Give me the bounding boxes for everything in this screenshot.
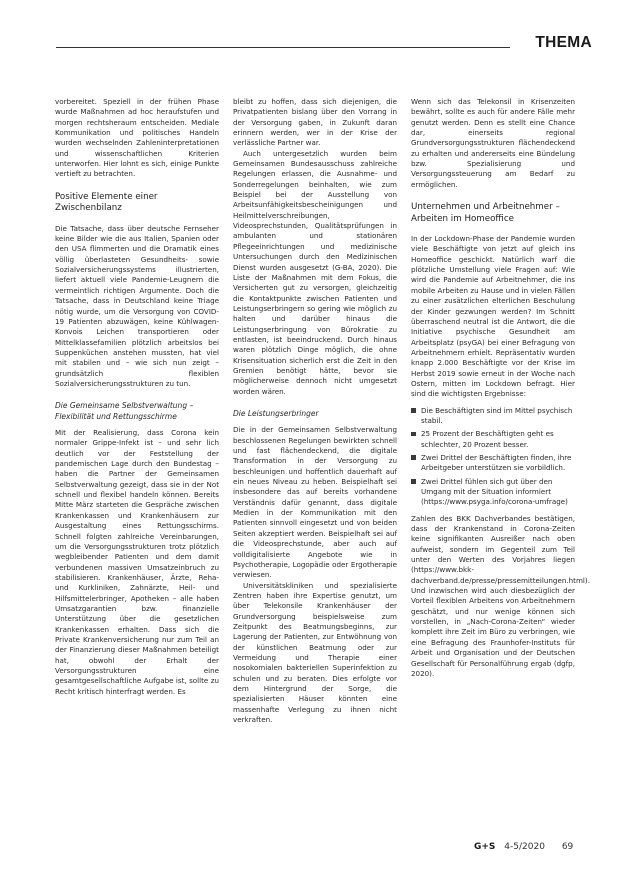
list-item: Zwei Drittel der Beschäftigten finden, ihre Arbeitgeber unterstützen sie vorbildlich. <box>411 453 575 474</box>
page-number: 69 <box>561 842 574 852</box>
bullet-square-icon <box>411 432 416 437</box>
column-1 <box>55 97 219 697</box>
subheading: Positive Elemente einer Zwischenbilanz <box>55 191 158 214</box>
journal-brand: G+S <box>474 842 496 852</box>
issue-number: 4-5/2020 <box>504 842 545 852</box>
paragraph: Auch untergesetzlich wurden beim Gemeinsamen Bundesausschuss zahlreiche Regelungen erlassen, die Ausnahme- und Sonderregelungen beinhalten, wie zum Beispiel bei der Ausstellung von Arbeitsunfähigkeitsbescheinigungen und Heilmittelverschreibungen, Videosprechstunden, Qualitätsprüfungen in ambulanten und stationären Pflegeeinrichtungen und medizinische Untersuchungen durch den Medizinischen Dienst wurden ausgesetzt (G-BA, 2020). Die Liste der Maßnahmen mit dem Fokus, die Versicherten gut zu versorgen, gleichzeitig die Kontaktpunkte zwischen Patienten und Leistungserbringern so gering wie möglich zu halten und darüber hinaus die Leistungserbringung von Bürokratie zu entlasten, ist beeindruckend. Durch hinaus waren plötzlich Dinge möglich, die ohne Krisensituation sicherlich erst die Zeit in den Gremien benötigt hätte, bevor sie möglicherweise dennoch nicht umgesetzt worden wären. <box>233 148 397 396</box>
subheading: Unternehmen und Arbeitnehmer – Arbeiten im Homeoffice <box>411 202 560 224</box>
column-2 <box>233 97 397 725</box>
paragraph: Wenn sich das Telekonsil in Krisenzeiten bewährt, sollte es auch für andere Fälle mehr genutzt werden. Denn es stellt eine Chance dar, einerseits regional Grundversorgungsstrukturen flächendeckend zu erhalten und andererseits eine Bündelung bzw. Spezialisierung und Versorgungssteuerung am Bedarf zu ermöglichen. <box>411 97 575 189</box>
header-rule <box>56 47 510 48</box>
paragraph: Universitätskliniken und spezialisierte Zentren haben ihre Expertise genutzt, um über Telekonsile Krankenhäuser der Grundversorgung beispielsweise zum Zeitpunkt des Beatmungsbeginns, zur Lagerung der Patienten, zur Entwöhnung von der künstlichen Beatmung oder zur Vermeidung und Therapie einer nosokomialen bakteriellen Superinfektion zu schulen und zu beraten. Dies erfolgte vor dem Hintergrund der Sorge, die spezialisierten Häuser könnten eine massenhafte Verlegung zu ihnen nicht verkraften. <box>233 580 397 724</box>
page-footer <box>474 842 573 852</box>
paragraph: Die in der Gemeinsamen Selbstverwaltung beschlossenen Regelungen bewirkten schnell und fast flächendeckend, die digitale Transformation in der Versorgung zu beschleunigen und hoffentlich dauerhaft auf ein neues Niveau zu heben. Beispielhaft sei insbesondere das auf bereits vorhandene Verständnis dafür genannt, dass digitale Medien in der Kommunikation mit den Patienten sinnvoll eingesetzt und von beiden Seiten akzeptiert werden. Beispielhaft sei auf die Videosprechstunde, aber auch auf volldigitalisierte Angebote wie in Psychotherapie, Logopädie oder Ergotherapie verwiesen. <box>233 425 397 580</box>
paragraph: vorbereitet. Speziell in der frühen Phase wurde Maßnahmen ad hoc heraufstufen und morgen rechtsheraum entscheiden. Mediale Kommunikation und politisches Handeln wurden wechselnden Zahleninterpretationen und wissenschaftlichen Kriterien unterworfen. Hier lohnt es sich, einige Punkte vertieft zu betrachten. <box>55 97 219 179</box>
list-item: Zwei Drittel fühlen sich gut über den Umgang mit der Situation informiert (https://www.psyga.info/corona-umfrage) <box>411 477 575 508</box>
list-item: 25 Prozent der Beschäftigten geht es schlechter, 20 Prozent besser. <box>411 429 575 450</box>
bullet-square-icon <box>411 455 416 460</box>
paragraph: Mit der Realisierung, dass Corona kein normaler Grippe-Infekt ist – und sehr lich deutlich vor der Feststellung der pandemischen Lage durch den Bundestag – haben die Partner der Gemeinsamen Selbstverwaltung gezeigt, dass sie in der Not schnell und flexibel handeln können. Bereits Mitte März starteten die Gespräche zwischen Krankenkassen und Krankenhäusern zur Ausgestaltung eines Rettungsschirms. Schnell folgten zahlreiche Vereinbarungen, um die Versorgungsstrukturen trotz plötzlich wegbleibender Patienten und dem damit verbundenen massiven Umsatzeinbruch zu stabilisieren. Krankenhäuser, Ärzte, Reha- und Kurkliniken, Zahnärzte, Heil- und Hilfsmittelerbringer, Apotheken – alle haben Umsatzgarantien bzw. finanzielle Unterstützung über die gesetzlichen Krankenkassen erhalten. Dass sich die Private Krankenversicherung nur zum Teil an der Finanzierung dieser Maßnahmen beteiligt hat, obwohl der Erhalt der Versorgungsstrukturen eine gesamtgesellschaftliche Aufgabe ist, sollte zu Recht kritisch hinterfragt werden. Es <box>55 428 219 696</box>
column-3 <box>411 97 590 679</box>
paragraph: In der Lockdown-Phase der Pandemie wurden viele Beschäftigte von jetzt auf gleich ins Homeoffice geschickt. Natürlich warf die plötzliche Umstellung viele Fragen auf: Wie wird die Pandemie auf Arbeitnehmer, die ins mobile Arbeiten zu Hause und in vielen Fällen zu einer zusätzlichen elterlichen Beschulung der Kinder gezwungen werden? Im Schnitt überraschend neutral ist die Antwort, die die Initiative psychische Gesundheit am Arbeitsplatz (psyGA) bei einer Befragung von Arbeitnehmern erhielt. Repräsentativ wurden knapp 2.000 Beschäftigte vor der Krise im Herbst 2019 sowie erneut in der Woche nach Ostern, mitten im Lockdown befragt. Hier sind die wichtigsten Ergebnisse: <box>411 234 575 399</box>
italic-subheading: Die Gemeinsame Selbstverwaltung – Flexibilität und Rettungsschirme <box>55 401 194 421</box>
result-list <box>411 406 575 508</box>
paragraph: bleibt zu hoffen, dass sich diejenigen, die Privatpatienten bislang über den Vorrang in der Versorgung gaben, in Zukunft daran erinnern werden, wer in der Krise der verlässliche Partner war. <box>233 97 397 148</box>
list-item: Die Beschäftigten sind im Mittel psychisch stabil. <box>411 406 575 427</box>
italic-subheading: Die Leistungserbringer <box>233 408 319 418</box>
section-title: THEMA <box>535 34 592 51</box>
bullet-square-icon <box>411 479 416 484</box>
paragraph: Zahlen des BKK Dachverbandes bestätigen, dass der Krankenstand in Corona-Zeiten keine signifikanten Ausreißer nach oben aufweist, sondern im Gegenteil zum Teil unter den Werten des Vorjahres liegen (https://www.bkk-dachverband.de/presse/pressemitteilungen.html). Und inzwischen wird auch diesbezüglich der Vorteil flexiblen Arbeitens von Arbeitnehmern geschätzt, und nur wenige können sich vorstellen, in „Nach-Corona-Zeiten“ wieder komplett ihre Zeit im Büro zu verbringen, wie eine Befragung des Fraunhofer-Instituts für Arbeit und Organisation und der Deutschen Gesellschaft für Personalführung ergab (dgfp, 2020). <box>411 513 590 678</box>
bullet-square-icon <box>411 408 416 413</box>
paragraph: Die Tatsache, dass über deutsche Fernseher keine Bilder wie die aus Italien, Spanien oder den USA flimmerten und die Dramatik eines völlig überlasteten Gesundheits- sowie Sozialversicherungssystems illustrierten, liefert aktuell viele Pandemie-Leugnern die vermeintlich richtigen Argumente. Doch die Tatsache, dass in Deutschland keine Triage nötig wurde, um die Versorgung von COVID-19 Patienten abzuwägen, keine Kühlwagen-Konvois Leichen transportieren oder Mittelklassefamilien plötzlich arbeitslos bei Suppenküchen anstehen mussten, hat viel mit stabilen und – wie sich nun zeigt – grundsätzlich flexiblen Sozialversicherungsstrukturen zu tun. <box>55 223 219 388</box>
